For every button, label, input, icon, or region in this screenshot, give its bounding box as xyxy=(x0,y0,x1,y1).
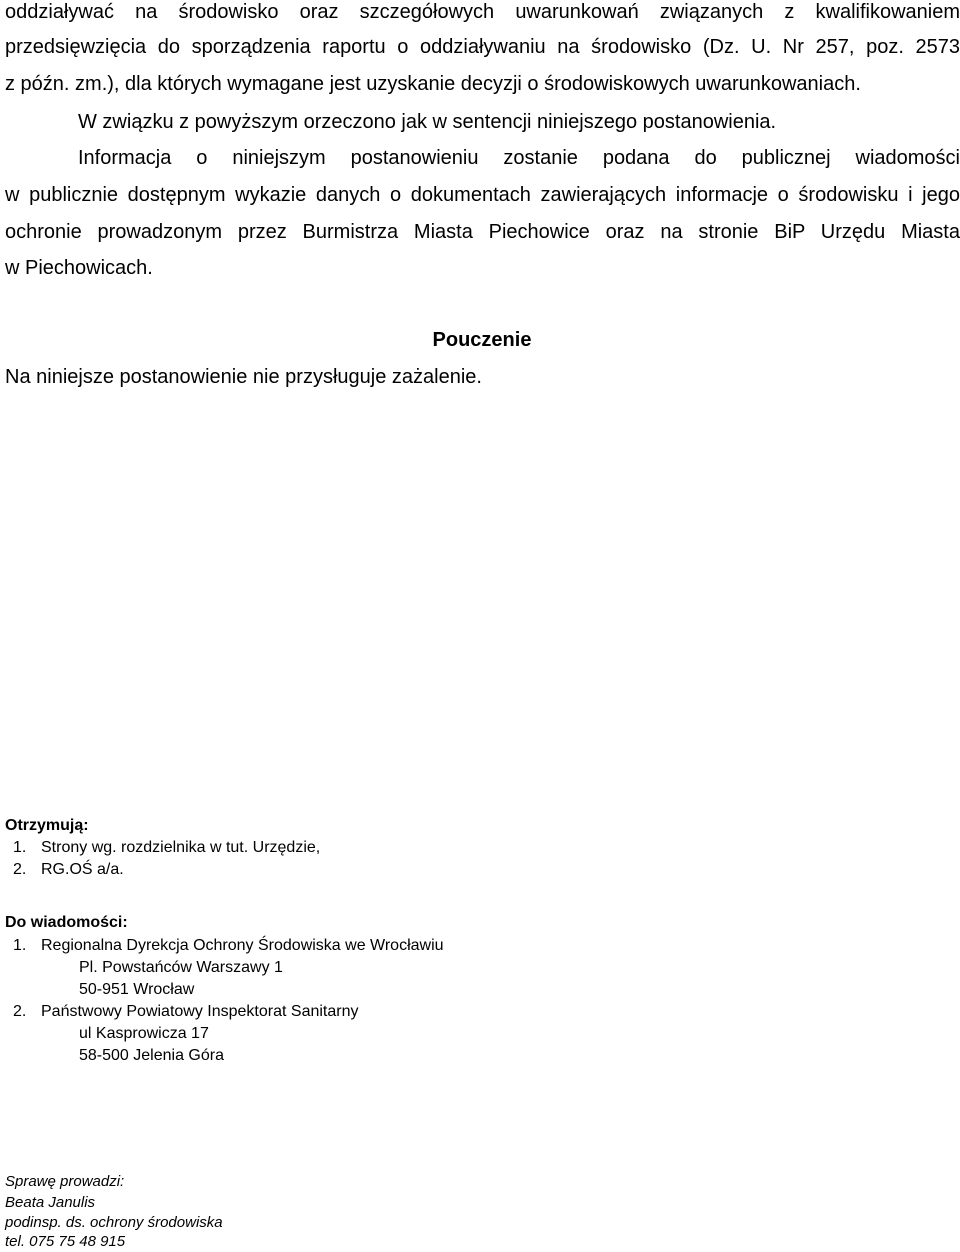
body-line-5: Informacja o niniejszym postanowieniu zostanie podana do publicznej wiadomości xyxy=(78,147,960,169)
for-info-line: Państwowy Powiatowy Inspektorat Sanitarny xyxy=(41,1003,359,1020)
for-info-number: 1. xyxy=(13,937,27,954)
instruction-text: Na niniejsze postanowienie nie przysługuje zażalenie. xyxy=(5,366,482,388)
for-info-item xyxy=(5,936,444,956)
for-info-line: Regionalna Dyrekcja Ochrony Środowiska we Wrocławiu xyxy=(41,937,444,954)
for-info-line: 50-951 Wrocław xyxy=(79,981,195,998)
recipient-number: 2. xyxy=(13,861,27,878)
instruction-heading: Pouczenie xyxy=(432,329,532,351)
footer-phone: tel. 075 75 48 915 xyxy=(5,1233,126,1250)
for-info-line: 58-500 Jelenia Góra xyxy=(79,1047,224,1064)
for-info-line: ul Kasprowicza 17 xyxy=(79,1025,209,1042)
body-line-4: W związku z powyższym orzeczono jak w sentencji niniejszego postanowienia. xyxy=(78,111,777,133)
for-info-number: 2. xyxy=(13,1003,27,1020)
body-line-3: z późn. zm.), dla których wymagane jest uzyskanie decyzji o środowiskowych uwarunkowaniach. xyxy=(5,73,861,95)
body-line-7: ochronie prowadzonym przez Burmistrza Miasta Piechowice oraz na stronie BiP Urzędu Miasta xyxy=(5,221,960,243)
recipient-text: RG.OŚ a/a. xyxy=(41,861,124,878)
recipient-number: 1. xyxy=(13,839,27,856)
body-line-1: oddziaływać na środowisko oraz szczegółowych uwarunkowań związanych z kwalifikowaniem xyxy=(5,1,960,23)
for-info-heading: Do wiadomości: xyxy=(5,914,128,931)
footer-name: Beata Janulis xyxy=(5,1194,96,1211)
recipient-text: Strony wg. rozdzielnika w tut. Urzędzie, xyxy=(41,839,321,856)
recipient-item xyxy=(5,838,320,858)
body-line-2: przedsięwzięcia do sporządzenia raportu o oddziaływaniu na środowisko (Dz. U. Nr 257, poz. 2573 xyxy=(5,36,960,58)
footer-position: podinsp. ds. ochrony środowiska xyxy=(5,1214,223,1231)
recipient-item xyxy=(5,860,124,880)
body-line-8: w Piechowicach. xyxy=(5,257,153,279)
body-line-6: w publicznie dostępnym wykazie danych o dokumentach zawierających informacje o środowisku i jego xyxy=(5,184,960,206)
footer-handled-by: Sprawę prowadzi: xyxy=(5,1173,125,1190)
recipients-heading: Otrzymują: xyxy=(5,817,89,834)
for-info-line: Pl. Powstańców Warszawy 1 xyxy=(79,959,283,976)
for-info-item xyxy=(5,1002,358,1022)
